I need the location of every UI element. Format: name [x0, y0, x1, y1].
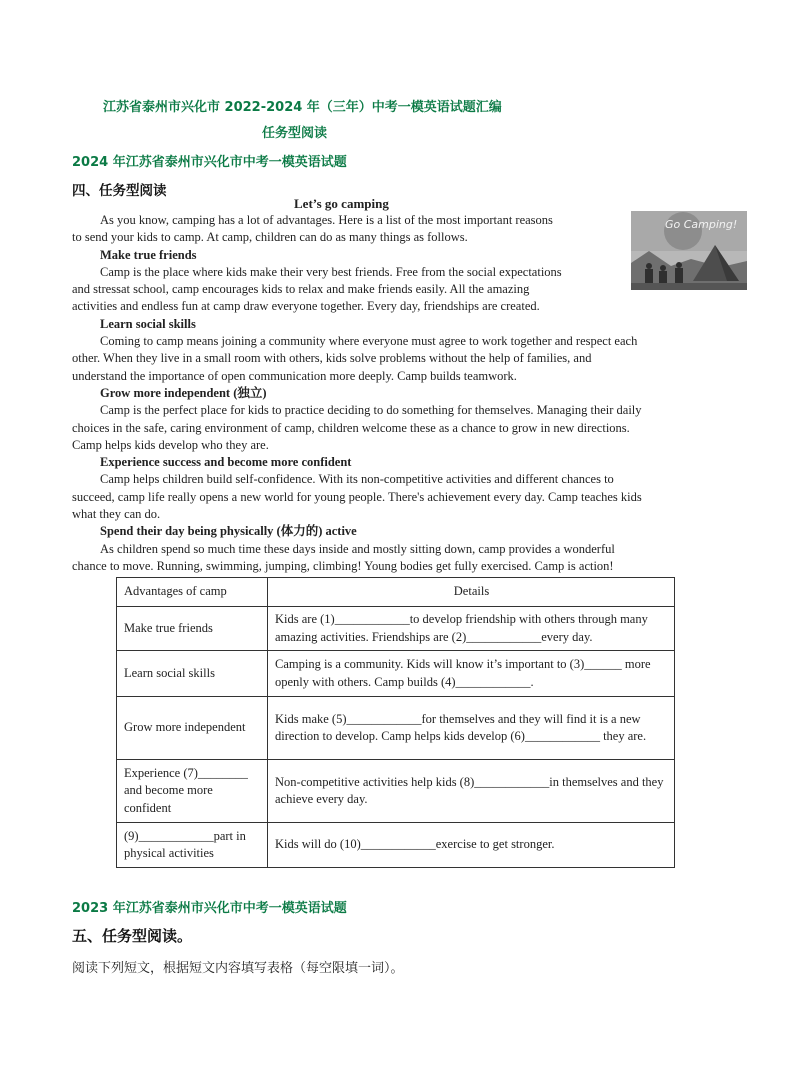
passage-body	[72, 212, 714, 575]
table-row	[117, 760, 675, 823]
passage-line: As children spend so much time these days inside and mostly sitting down, camp provides a wonderful	[100, 541, 615, 556]
table-row	[117, 823, 675, 868]
passage-line: understand the importance of open communication more deeply. Camp builds teamwork.	[72, 368, 517, 383]
table-cell-details: Kids make (5)____________for themselves and they will find it is a new direction to develop. Camp helps kids develop (6)____________ they are.	[268, 697, 675, 760]
table-cell-advantage: Experience (7)________ and become more confident	[117, 760, 268, 823]
passage-title: Let’s go camping	[294, 196, 389, 211]
table-row	[117, 651, 675, 697]
table-cell-details: Kids will do (10)____________exercise to get stronger.	[268, 823, 675, 868]
passage-line: Camp is the place where kids make their very best friends. Free from the social expectations	[100, 264, 562, 279]
passage-line: and stressat school, camp encourages kids to relax and make friends easily. All the amazing	[72, 282, 530, 297]
image-caption: Go Camping!	[665, 218, 738, 231]
camping-illustration	[631, 211, 747, 290]
table-cell-advantage: (9)____________part in physical activities	[117, 823, 268, 868]
table-cell-advantage: Learn social skills	[117, 651, 268, 697]
passage-line: Camp helps kids develop who they are.	[72, 437, 269, 452]
table-header-advantages: Advantages of camp	[117, 578, 268, 607]
table-row	[117, 607, 675, 651]
table-row	[117, 697, 675, 760]
passage-line: choices in the safe, caring environment of camp, children welcome these as a chance to grow in new directions.	[72, 420, 630, 435]
passage-subheading: Make true friends	[100, 247, 197, 262]
passage-line: Coming to camp means joining a community where everyone must agree to work together and respect each	[100, 334, 638, 349]
passage-line: what they can do.	[72, 507, 161, 522]
passage-line: chance to move. Running, swimming, jumping, climbing! Young bodies get fully exercised. Camp is action!	[72, 558, 614, 573]
document-title: 江苏省泰州市兴化市 2022-2024 年（三年）中考一模英语试题汇编	[103, 100, 502, 115]
passage-subheading: Experience success and become more confident	[100, 455, 352, 470]
passage-line: As you know, camping has a lot of advantages. Here is a list of the most important reasons	[100, 213, 553, 227]
section-2024-heading: 2024 年江苏省泰州市兴化市中考一模英语试题	[72, 155, 347, 170]
part-four-label: 四、任务型阅读	[72, 183, 167, 199]
passage-line: activities and endless fun at camp draw everyone together. Every day, friendships are created.	[72, 299, 540, 314]
passage-line: Camp helps children build self-confidence. With its non-competitive activities and different chances to	[100, 472, 614, 487]
passage-subheading: Grow more independent (独立)	[100, 385, 267, 400]
passage-line: succeed, camp life really opens a new world for young people. There's achievement every day. Camp teaches kids	[72, 489, 642, 504]
table-cell-details: Non-competitive activities help kids (8)____________in themselves and they achieve every day.	[268, 760, 675, 823]
table-header-row	[117, 578, 675, 607]
passage-line: Camp is the perfect place for kids to practice deciding to do something for themselves. Managing their daily	[100, 403, 642, 418]
passage-line: to send your kids to camp. At camp, children can do as many things as follows.	[72, 230, 468, 245]
section-2023-heading: 2023 年江苏省泰州市兴化市中考一模英语试题	[72, 901, 347, 916]
document-subtitle: 任务型阅读	[262, 126, 328, 141]
part-five-label: 五、任务型阅读。	[72, 927, 193, 945]
passage-subheading: Learn social skills	[100, 316, 196, 331]
passage-subheading: Spend their day being physically (体力的) active	[100, 524, 357, 539]
table-cell-details: Kids are (1)____________to develop friendship with others through many amazing activities. Friendships are (2)____________every day.	[268, 607, 675, 651]
table-cell-advantage: Make true friends	[117, 607, 268, 651]
instruction-text: 阅读下列短文，根据短文内容填写表格（每空限填一词）。	[72, 961, 404, 976]
table-header-details: Details	[268, 578, 675, 607]
answer-table	[116, 577, 675, 868]
table-cell-details: Camping is a community. Kids will know it’s important to (3)______ more openly with others. Camp builds (4)____________.	[268, 651, 675, 697]
table-cell-advantage: Grow more independent	[117, 697, 268, 760]
passage-line: other. When they live in a small room with others, kids solve problems without the help of families, and	[72, 351, 592, 366]
